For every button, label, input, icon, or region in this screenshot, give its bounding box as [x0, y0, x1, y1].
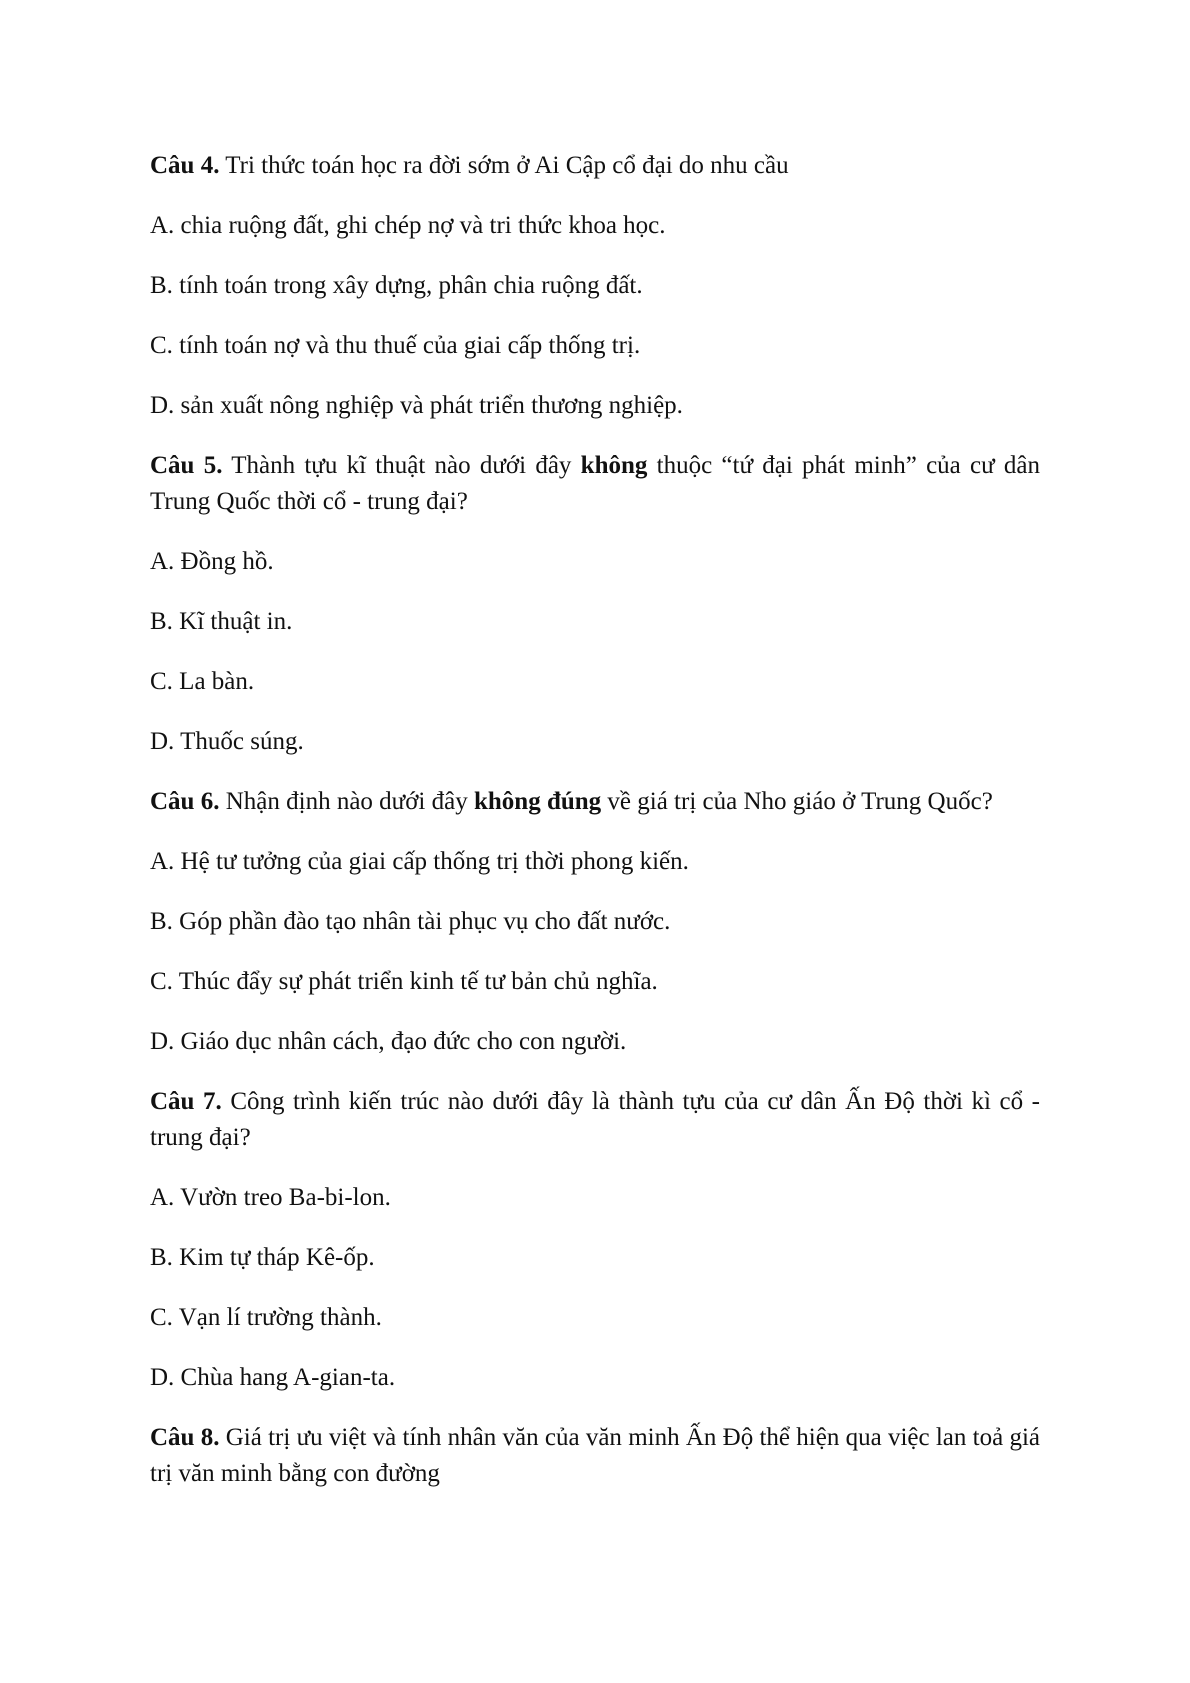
question-6 [150, 784, 1040, 820]
option-b: B. Kim tự tháp Kê-ốp. [150, 1244, 375, 1271]
option-b: B. Góp phần đào tạo nhân tài phục vụ cho đất nước. [150, 908, 671, 935]
option-c: C. tính toán nợ và thu thuế của giai cấp thống trị. [150, 332, 641, 359]
question-text-before: Thành tựu kĩ thuật nào dưới đây [222, 452, 581, 479]
question-number: Câu 8. [150, 1424, 220, 1451]
question-text-after: thuộc “tứ đại phát minh” của cư dân Trung Quốc thời cổ - trung đại? [150, 452, 1040, 515]
question-text-before: Nhận định nào dưới đây [219, 788, 474, 815]
option-c: C. Thúc đẩy sự phát triển kinh tế tư bản chủ nghĩa. [150, 968, 658, 995]
option-d: D. Thuốc súng. [150, 728, 304, 755]
question-text: Tri thức toán học ra đời sớm ở Ai Cập cổ đại do nhu cầu [219, 152, 789, 179]
option-b: B. Kĩ thuật in. [150, 608, 293, 635]
question-number: Câu 6. [150, 788, 220, 815]
option-d: D. sản xuất nông nghiệp và phát triển thương nghiệp. [150, 392, 683, 419]
question-text-after: về giá trị của Nho giáo ở Trung Quốc? [601, 788, 993, 815]
document-page [150, 148, 1040, 1516]
option-c: C. Vạn lí trường thành. [150, 1304, 382, 1331]
question-text: Giá trị ưu việt và tính nhân văn của văn minh Ấn Độ thể hiện qua việc lan toả giá trị văn minh bằng con đường [150, 1424, 1041, 1487]
option-a: A. Hệ tư tưởng của giai cấp thống trị thời phong kiến. [150, 848, 689, 875]
question-8 [150, 1420, 1040, 1492]
question-number: Câu 7. [150, 1088, 222, 1115]
option-a: A. chia ruộng đất, ghi chép nợ và tri thức khoa học. [150, 212, 666, 239]
question-5 [150, 448, 1040, 520]
option-d: D. Giáo dục nhân cách, đạo đức cho con người. [150, 1028, 627, 1055]
question-7 [150, 1084, 1040, 1156]
option-c: C. La bàn. [150, 668, 255, 695]
question-emphasis: không đúng [473, 788, 602, 815]
question-number: Câu 4. [150, 152, 220, 179]
option-a: A. Vườn treo Ba-bi-lon. [150, 1184, 391, 1211]
option-d: D. Chùa hang A-gian-ta. [150, 1364, 396, 1391]
option-b: B. tính toán trong xây dựng, phân chia ruộng đất. [150, 272, 643, 299]
question-emphasis: không [580, 452, 648, 479]
question-text: Công trình kiến trúc nào dưới đây là thành tựu của cư dân Ấn Độ thời kì cổ - trung đại? [150, 1088, 1040, 1151]
question-4 [150, 148, 1040, 184]
question-number: Câu 5. [150, 452, 223, 479]
option-a: A. Đồng hồ. [150, 548, 274, 575]
